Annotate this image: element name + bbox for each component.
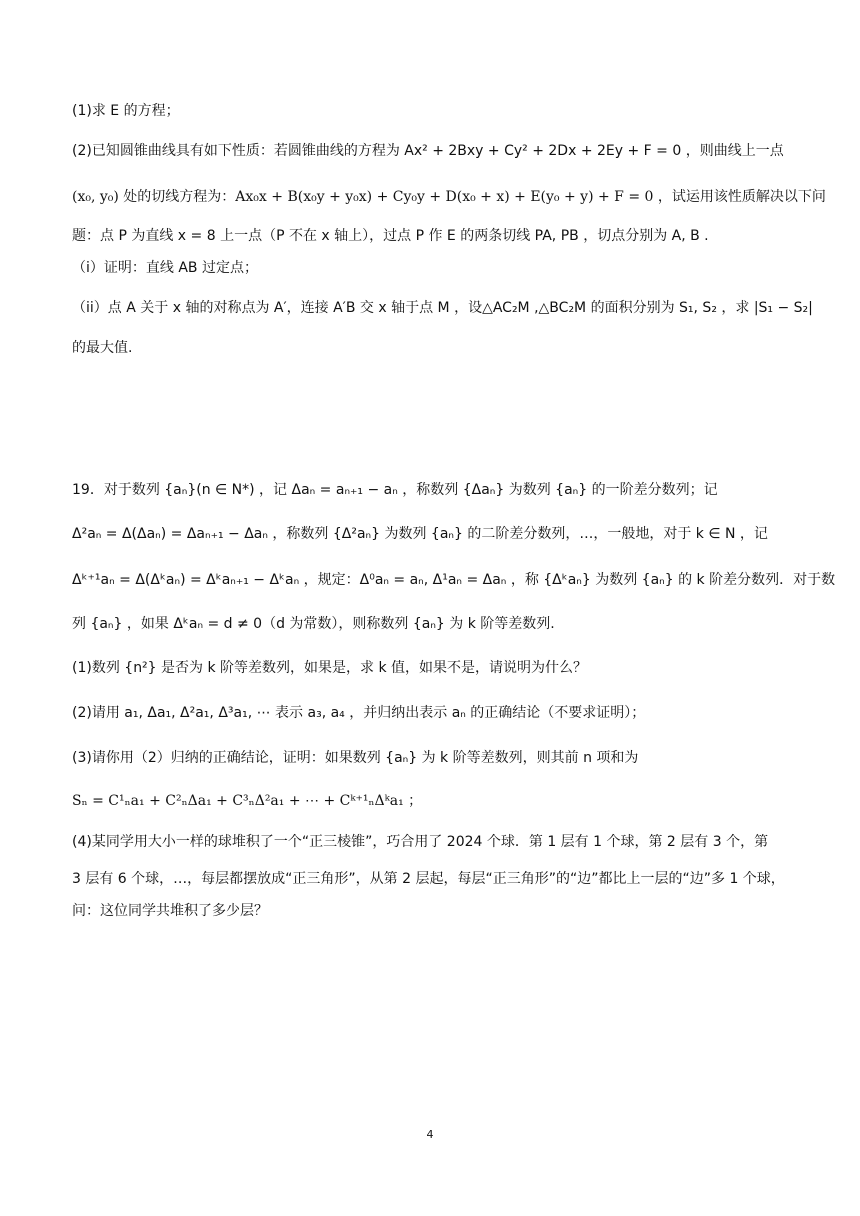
problem19-intro-line2: Δ²aₙ = Δ(Δaₙ) = Δaₙ₊₁ − Δaₙ ，称数列 {Δ²aₙ} 为数列 {aₙ} 的二阶差分数列，…，一般地，对于 k ∈ N ，记 (72, 526, 768, 542)
page-number: 4 (426, 1128, 434, 1141)
problem19-intro-line1: 19．对于数列 {aₙ}(n ∈ N*) ，记 Δaₙ = aₙ₊₁ − aₙ ，称数列 {Δaₙ} 为数列 {aₙ} 的一阶差分数列；记 (72, 482, 718, 498)
problem18-part2-line2: (x₀, y₀) 处的切线方程为：Ax₀x + B(x₀y + y₀x) + Cy₀y + D(x₀ + x) + E(y₀ + y) + F = 0 ，试运用该性质解决以下问 (72, 189, 826, 205)
problem18-sub-ii-line2: 的最大值. (72, 340, 133, 356)
problem19-part3-formula: Sₙ = C¹ₙa₁ + C²ₙΔa₁ + C³ₙΔ²a₁ + ⋯ + Cᵏ⁺¹ₙΔᵏa₁ ； (72, 793, 423, 809)
problem19-part4-line3: 问：这位同学共堆积了多少层？ (72, 903, 268, 919)
problem19-part4-line1: (4)某同学用大小一样的球堆积了一个“正三棱锥”，巧合用了 2024 个球．第 1 层有 1 个球，第 2 层有 3 个，第 (72, 834, 769, 850)
problem19-intro-line4: 列 {aₙ} ，如果 Δᵏaₙ = d ≠ 0（d 为常数），则称数列 {aₙ} 为 k 阶等差数列. (72, 616, 555, 632)
problem19-part2: (2)请用 a₁, Δa₁, Δ²a₁, Δ³a₁, ⋯ 表示 a₃, a₄ ，并归纳出表示 aₙ 的正确结论（不要求证明）； (72, 705, 646, 721)
problem18-part2-line3: 题：点 P 为直线 x = 8 上一点（P 不在 x 轴上），过点 P 作 E 的两条切线 PA, PB ，切点分别为 A, B . (72, 228, 709, 244)
problem19-part1: (1)数列 {n²} 是否为 k 阶等差数列，如果是，求 k 值，如果不是，请说明为什么？ (72, 660, 588, 676)
problem18-part2-line1: (2)已知圆锥曲线具有如下性质：若圆锥曲线的方程为 Ax² + 2Bxy + Cy² + 2Dx + 2Ey + F = 0 ，则曲线上一点 (72, 143, 784, 159)
problem18-sub-ii-line1: （ii）点 A 关于 x 轴的对称点为 A′，连接 A′B 交 x 轴于点 M ，设△AC₂M ,△BC₂M 的面积分别为 S₁, S₂ ，求 |S₁ − S₂| (72, 300, 813, 316)
problem18-part1: (1)求 E 的方程； (72, 103, 180, 119)
problem19-part4-line2: 3 层有 6 个球，…，每层都摆放成“正三角形”，从第 2 层起，每层“正三角形”的“边”都比上一层的“边”多 1 个球， (72, 871, 785, 887)
problem19-intro-line3: Δᵏ⁺¹aₙ = Δ(Δᵏaₙ) = Δᵏaₙ₊₁ − Δᵏaₙ ，规定：Δ⁰aₙ = aₙ, Δ¹aₙ = Δaₙ ，称 {Δᵏaₙ} 为数列 {aₙ} 的 k 阶差分数列．对于数 (72, 572, 836, 588)
problem19-part3-line1: (3)请你用（2）归纳的正确结论，证明：如果数列 {aₙ} 为 k 阶等差数列，则其前 n 项和为 (72, 750, 639, 766)
problem18-sub-i: （i）证明：直线 AB 过定点； (72, 260, 258, 276)
